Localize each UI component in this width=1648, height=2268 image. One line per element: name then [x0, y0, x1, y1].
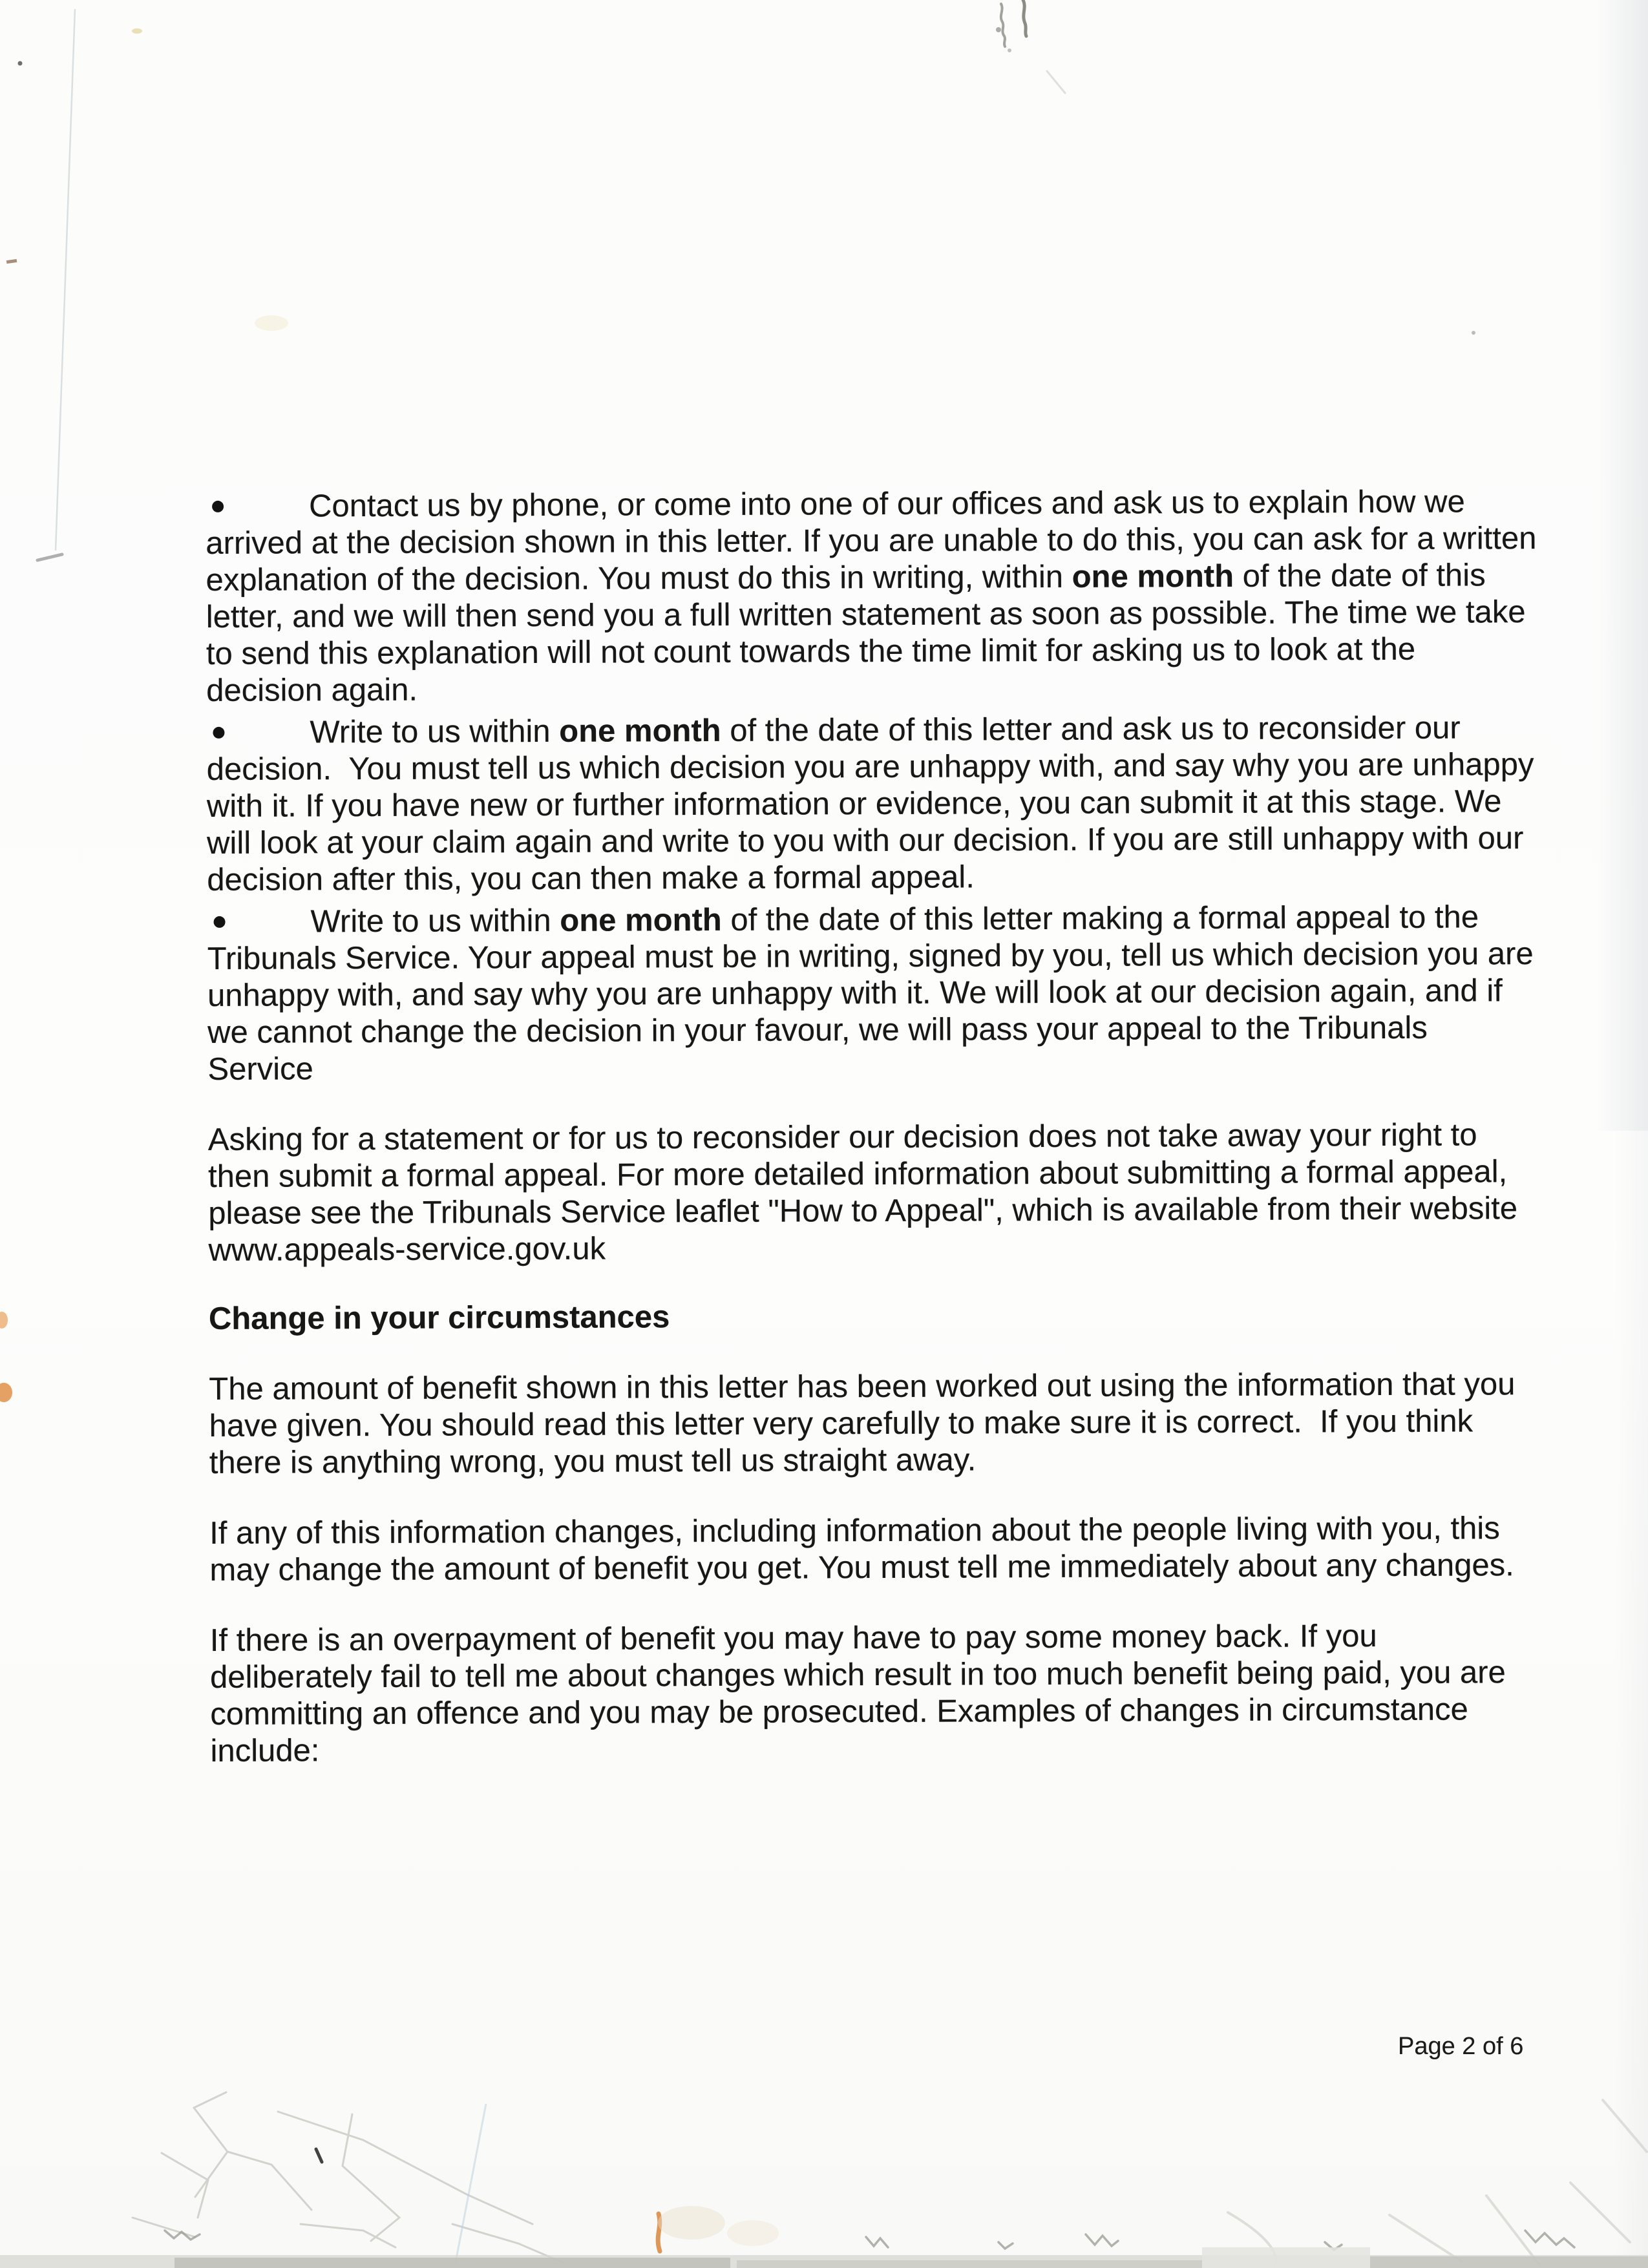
bullet-dot [212, 501, 224, 512]
bullet-item [207, 899, 1543, 1088]
bullet-item [206, 483, 1546, 709]
text-run: Asking for a statement or for us to reconsider our decision does not take away your right to then submit a formal appeal. For more detailed information about submitting a formal appeal, please see the Tribunals Service leaflet "How to Appeal", which is available from their website www.appeals-service.gov.uk [207, 1117, 1527, 1268]
pencil-marks [996, 0, 1065, 93]
text-run: If there is an overpayment of benefit you may have to pay some money back. If you deliberately fail to tell me about changes which result in too much benefit being paid, you are committing an offence and you may be prosecuted. Examples of changes in circumstance include: [209, 1619, 1515, 1769]
paragraph [209, 1366, 1541, 1482]
bullet-dot [213, 727, 224, 739]
text-run: If any of this information changes, including information about the people living with you, this may change the amount of benefit you get. You must tell me immediately about any changes. [209, 1511, 1514, 1588]
ink-tick [316, 2149, 322, 2162]
text-run: Write to us within one month of the date of this letter and ask us to reconsider our decision. You must tell us which decision you are unhappy with, and say why you are unhappy with it. If you have new or further information or evidence, you can submit it at this stage. We will look at your claim again and write to you with our decision. If you are still unhappy with our decision after this, you can then make a formal appeal. [206, 710, 1543, 898]
right-edge-shading [1596, 0, 1648, 1131]
bullet-dot [214, 916, 226, 928]
letter-body [206, 483, 1546, 1770]
bottom-zigzags [165, 2231, 1574, 2250]
bottom-edge-band [0, 2247, 1648, 2268]
bullet-item [206, 709, 1543, 899]
orange-edge-smudges [0, 1312, 12, 1402]
right-edge-shading-lower [1616, 1131, 1648, 2268]
orange-streak [658, 2214, 660, 2251]
blue-crease [455, 2104, 486, 2265]
paragraph [210, 1617, 1542, 1770]
left-crease-dash [37, 554, 62, 560]
section-heading [209, 1296, 1540, 1338]
paragraph [209, 1510, 1541, 1589]
paragraph [208, 1117, 1540, 1269]
left-crease [56, 9, 75, 551]
bottom-left-creases [132, 2092, 564, 2263]
text-run: Contact us by phone, or come into one of our offices and ask us to explain how we arrived at the decision shown in this letter. If you are unable to do this, you can ask for a written explanation of the decision. You must do this in writing, within one month of the date of this letter, and we will then send you a full written statement as soon as possible. The time we take to send this explanation will not count towards the time limit for asking us to look at the decision again. [206, 484, 1546, 708]
text-run: Write to us within one month of the date of this letter making a formal appeal to the Tribunals Service. Your appeal must be in writing, signed by you, tell us which decision you are unhappy with, and say why you are unhappy with it. We will look at our decision again, and if we cannot change the decision in your favour, we will pass your appeal to the Tribunals Service [207, 899, 1543, 1087]
page-number: Page 2 of 6 [1398, 2033, 1524, 2060]
text-run: Change in your circumstances [208, 1299, 670, 1336]
bottom-right-creases [1228, 2100, 1647, 2267]
paper-specks [6, 28, 1475, 335]
text-run: The amount of benefit shown in this letter has been worked out using the information that you have given. You should read this letter very carefully to make sure it is correct. If you think there is anything wrong, you must tell us straight away. [209, 1367, 1525, 1480]
